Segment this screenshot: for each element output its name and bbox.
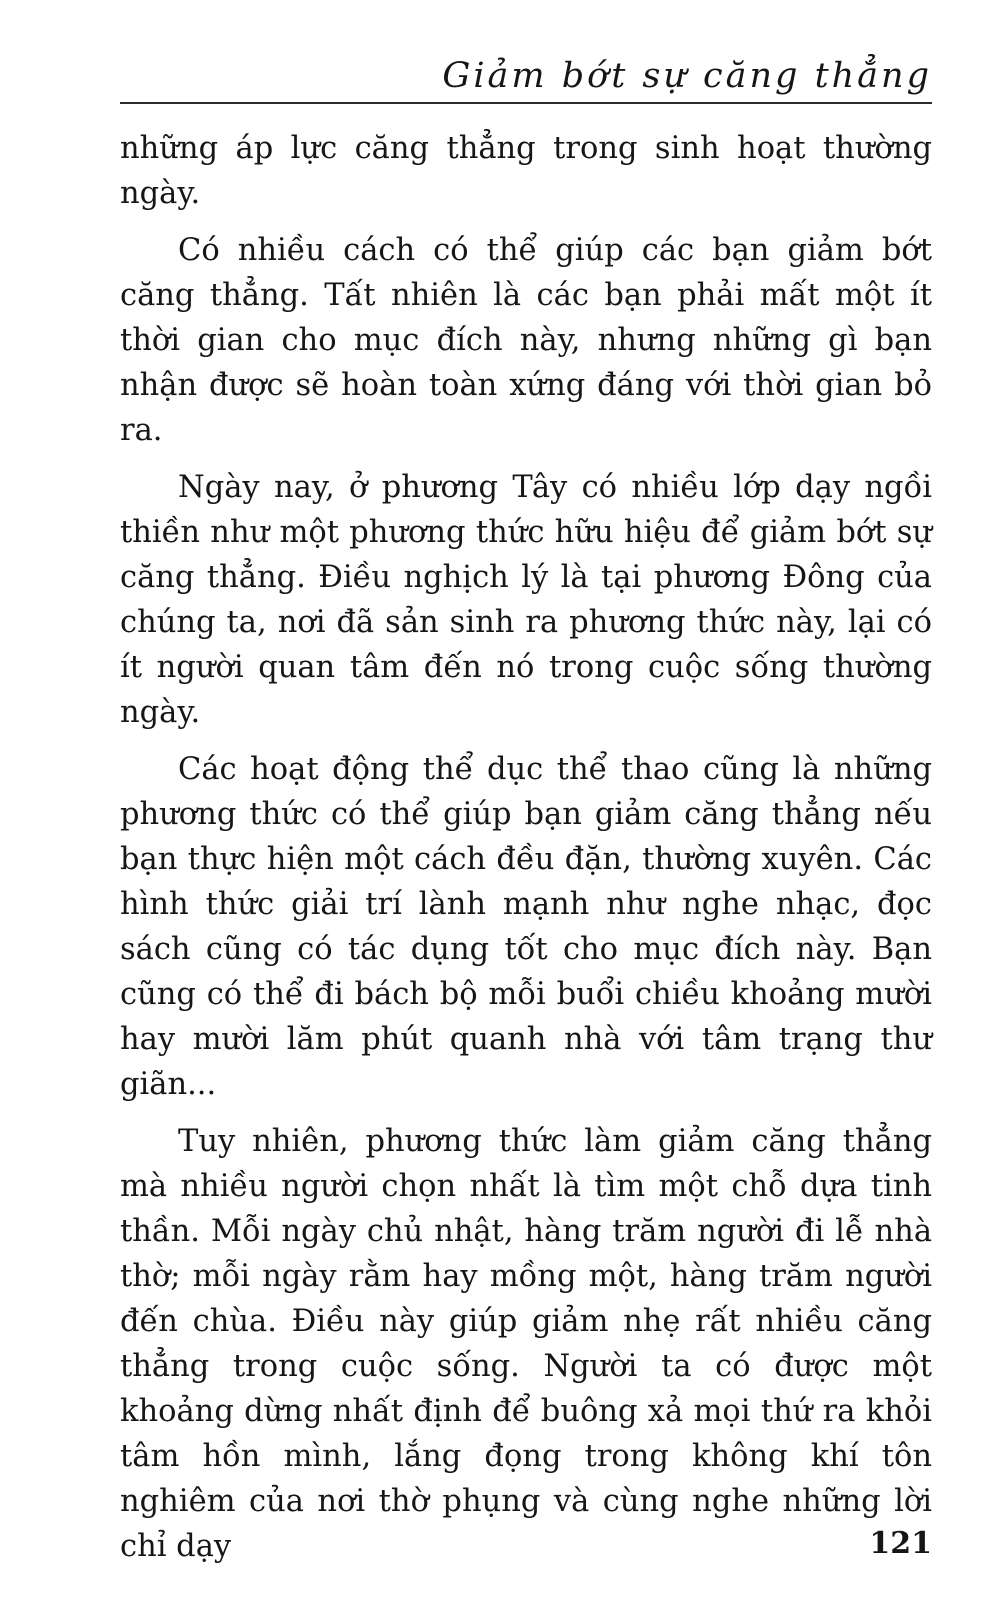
paragraph: Có nhiều cách có thể giúp các bạn giảm bớt căng thẳng. Tất nhiên là các bạn phải mất một ít thời gian cho mục đích này, nhưng những gì bạn nhận được sẽ hoàn toàn xứng đáng với thời gian bỏ ra.	[120, 233, 932, 448]
running-header-title: Giảm bớt sự căng thẳng	[442, 56, 932, 96]
body-text	[120, 126, 932, 1581]
paragraph-continuation: những áp lực căng thẳng trong sinh hoạt thường ngày.	[120, 131, 932, 211]
paragraph: Các hoạt động thể dục thể thao cũng là những phương thức có thể giúp bạn giảm căng thẳng nếu bạn thực hiện một cách đều đặn, thường xuyên. Các hình thức giải trí lành mạnh như nghe nhạc, đọc sách cũng có tác dụng tốt cho mục đích này. Bạn cũng có thể đi bách bộ mỗi buổi chiều khoảng mười hay mười lăm phút quanh nhà với tâm trạng thư giãn...	[120, 752, 932, 1102]
paragraph: Ngày nay, ở phương Tây có nhiều lớp dạy ngồi thiền như một phương thức hữu hiệu để giảm bớt sự căng thẳng. Điều nghịch lý là tại phương Đông của chúng ta, nơi đã sản sinh ra phương thức này, lại có ít người quan tâm đến nó trong cuộc sống thường ngày.	[120, 470, 932, 730]
paragraph: Tuy nhiên, phương thức làm giảm căng thẳng mà nhiều người chọn nhất là tìm một chỗ dựa tinh thần. Mỗi ngày chủ nhật, hàng trăm người đi lễ nhà thờ; mỗi ngày rằm hay mồng một, hàng trăm người đến chùa. Điều này giúp giảm nhẹ rất nhiều căng thẳng trong cuộc sống. Người ta có được một khoảng dừng nhất định để buông xả mọi thứ ra khỏi tâm hồn mình, lắng đọng trong không khí tôn nghiêm của nơi thờ phụng và cùng nghe những lời chỉ dạy	[120, 1124, 932, 1564]
running-header	[120, 52, 932, 104]
page-number: 121	[869, 1526, 932, 1561]
